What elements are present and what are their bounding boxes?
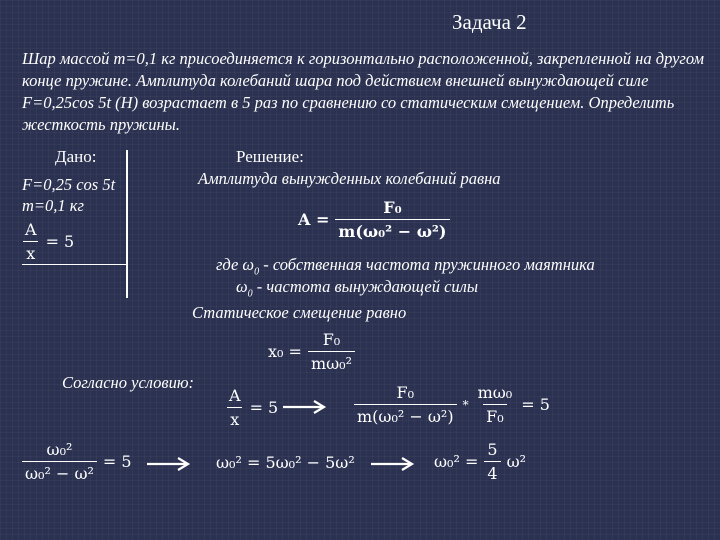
equation-result-denominator: 4 <box>484 461 500 483</box>
omega-definition <box>236 277 478 299</box>
equation-substitution <box>354 383 550 426</box>
given-mass: m=0,1 кг <box>22 196 84 215</box>
given-force: F=0,25 cos 5t <box>22 175 116 194</box>
equation-sub-star: * <box>462 397 469 412</box>
given-divider-vertical <box>126 150 128 298</box>
equation-expanded: ω₀² = 5ω₀² − 5ω² <box>216 453 355 472</box>
equation-omega-numerator: ω₀² <box>46 440 73 459</box>
equation-sub-b-denominator: F₀ <box>483 404 507 426</box>
equation-ratio <box>226 386 278 429</box>
omega0-definition <box>216 255 595 277</box>
arrow-right-icon <box>282 400 328 414</box>
equation-omega-denominator: ω₀² − ω² <box>22 461 97 483</box>
omega0-sub: 0 <box>254 266 260 278</box>
given-ratio-numerator: A <box>25 220 37 239</box>
equation-result-rhs: ω² <box>506 452 527 471</box>
equation-ratio-fraction <box>226 386 244 429</box>
condition-text: Согласно условию: <box>62 373 194 392</box>
equation-result-lhs: ω₀² = <box>434 452 479 471</box>
equation-ratio-numerator: A <box>229 386 241 405</box>
given-divider-horizontal <box>22 264 127 265</box>
equation-sub-fraction-a <box>354 383 457 426</box>
static-denominator: mω₀² <box>308 351 355 373</box>
equation-ratio-rhs: = 5 <box>249 398 279 417</box>
omega-sub: 0 <box>247 288 253 300</box>
static-formula <box>268 330 355 373</box>
omega0-text: - собственная частота пружинного маятника <box>259 255 595 274</box>
equation-omega-rhs: = 5 <box>102 452 132 471</box>
omega-text: - частота вынуждающей силы <box>252 277 479 296</box>
static-numerator: F₀ <box>322 330 341 349</box>
equation-omega-fraction <box>22 440 97 483</box>
equation-ratio-denominator: x <box>227 407 242 429</box>
omega-prefix: ω <box>236 277 248 296</box>
amplitude-text: Амплитуда вынужденных колебаний равна <box>198 169 501 188</box>
amplitude-formula <box>298 198 450 241</box>
equation-sub-a-denominator: m(ω₀² − ω²) <box>354 404 457 426</box>
static-lhs: x₀ = <box>268 342 302 361</box>
equation-sub-rhs: = 5 <box>521 395 550 414</box>
equation-result-fraction <box>484 440 500 483</box>
arrow-right-icon <box>370 457 416 471</box>
page-title: Задача 2 <box>452 10 527 34</box>
problem-statement: Шар массой m=0,1 кг присоединяется к горизонтально расположенной, закрепленной на другом конце пружине. Амплитуда колебаний шара под действием внешней вынуждающей силе F=0,25cos 5t (Н) возрастает в 5 раз по сравнению со статическим смещением. Определить жесткость пружины. <box>22 49 705 134</box>
static-fraction <box>308 330 355 373</box>
equation-omega-ratio <box>22 440 132 483</box>
arrow-right-icon <box>146 457 192 471</box>
static-text: Статическое смещение равно <box>192 303 407 322</box>
amplitude-lhs: A = <box>298 210 330 229</box>
equation-sub-b-numerator: mω₀ <box>477 383 513 402</box>
given-ratio <box>22 220 74 263</box>
given-ratio-denominator: x <box>23 241 38 263</box>
omega0-prefix: где ω <box>216 255 255 274</box>
amplitude-fraction <box>335 198 449 241</box>
given-ratio-value: = 5 <box>45 232 75 251</box>
equation-sub-fraction-b <box>475 383 516 426</box>
solution-heading: Решение: <box>236 147 304 166</box>
amplitude-denominator: m(ω₀² − ω²) <box>335 219 449 241</box>
amplitude-numerator: F₀ <box>383 198 402 217</box>
given-ratio-fraction <box>22 220 40 263</box>
equation-result-numerator: 5 <box>487 440 498 459</box>
equation-sub-a-numerator: F₀ <box>396 383 415 402</box>
equation-result <box>434 440 526 483</box>
given-heading: Дано: <box>55 147 97 166</box>
